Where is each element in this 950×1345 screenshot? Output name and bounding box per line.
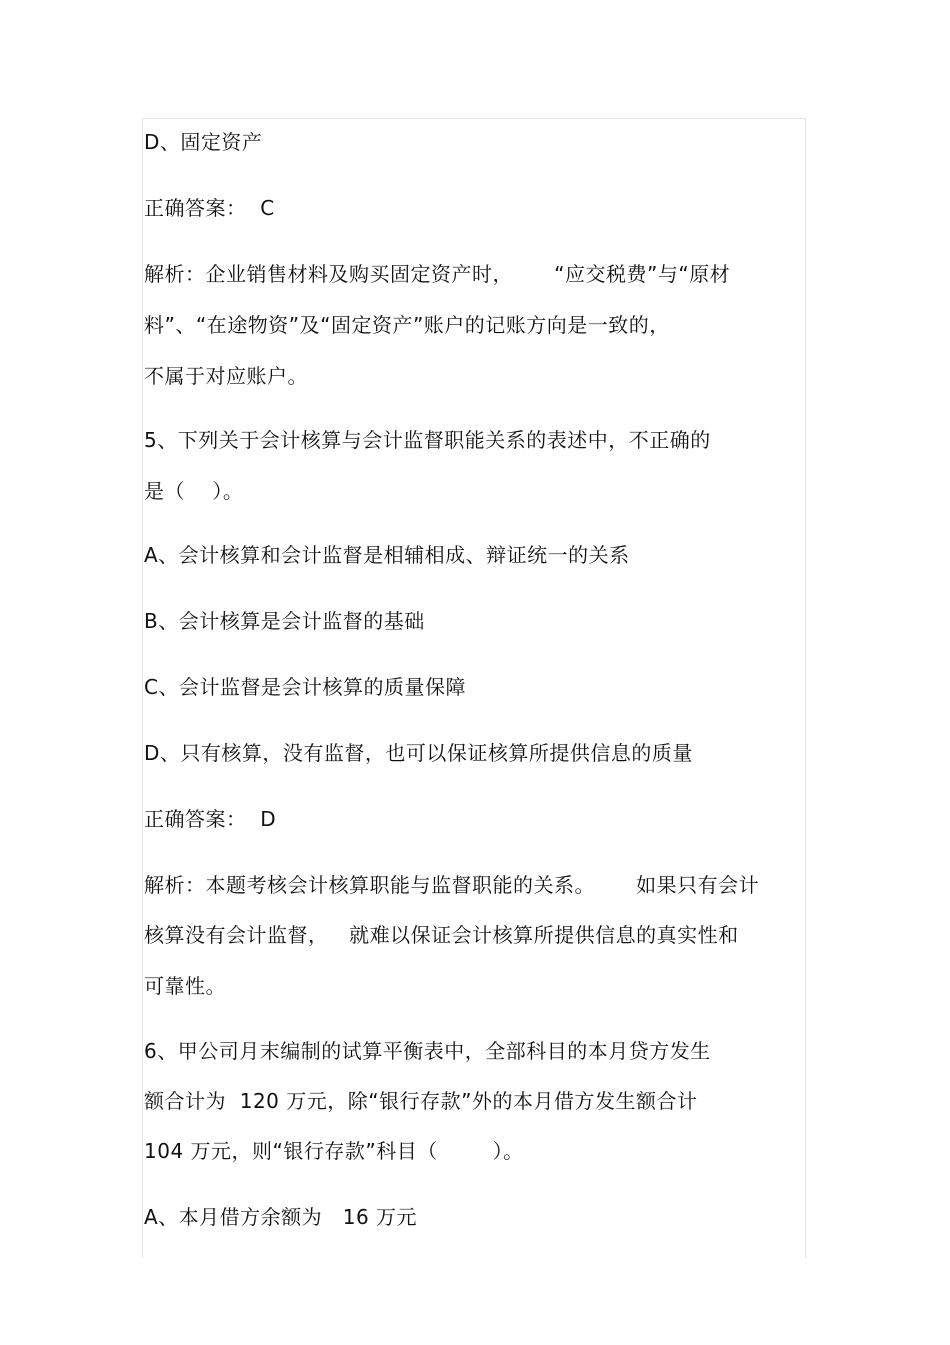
explanation-line-3: 不属于对应账户。 (144, 364, 308, 388)
option-a: A、会计核算和会计监督是相辅相成、辩证统一的关系 (144, 543, 630, 567)
question-6-line-1: 6、甲公司月末编制的试算平衡表中，全部科目的本月贷方发生 (144, 1039, 711, 1063)
option-b: B、会计核算是会计监督的基础 (144, 609, 425, 633)
explanation-5-line-3: 可靠性。 (144, 974, 226, 998)
explanation-5-line-2: 核算没有会计监督， 就难以保证会计核算所提供信息的真实性和 (144, 923, 739, 947)
explanation-line-2: 料”、“在途物资”及“固定资产”账户的记账方向是一致的， (144, 313, 670, 337)
explanation-5-line-1: 解析：本题考核会计核算职能与监督职能的关系。 如果只有会计 (144, 873, 760, 897)
answer-d: 正确答案： D (144, 807, 277, 831)
question-6-line-2: 额合计为 120 万元，除“银行存款”外的本月借方发生额合计 (144, 1089, 698, 1113)
explanation-line-1: 解析：企业销售材料及购买固定资产时， “应交税费”与“原材 (144, 262, 731, 286)
question-6-line-3: 104 万元，则“银行存款”科目（ ）。 (144, 1139, 524, 1163)
question-5-line-2: 是（ ）。 (144, 479, 244, 503)
option-d: D、只有核算，没有监督，也可以保证核算所提供信息的质量 (144, 741, 693, 765)
option-a-q6: A、本月借方余额为 16 万元 (144, 1205, 418, 1229)
option-d-fixed-assets: D、固定资产 (144, 130, 263, 154)
option-c: C、会计监督是会计核算的质量保障 (144, 675, 466, 699)
answer-c: 正确答案： C (144, 196, 275, 220)
question-5-line-1: 5、下列关于会计核算与会计监督职能关系的表述中，不正确的 (144, 428, 711, 452)
